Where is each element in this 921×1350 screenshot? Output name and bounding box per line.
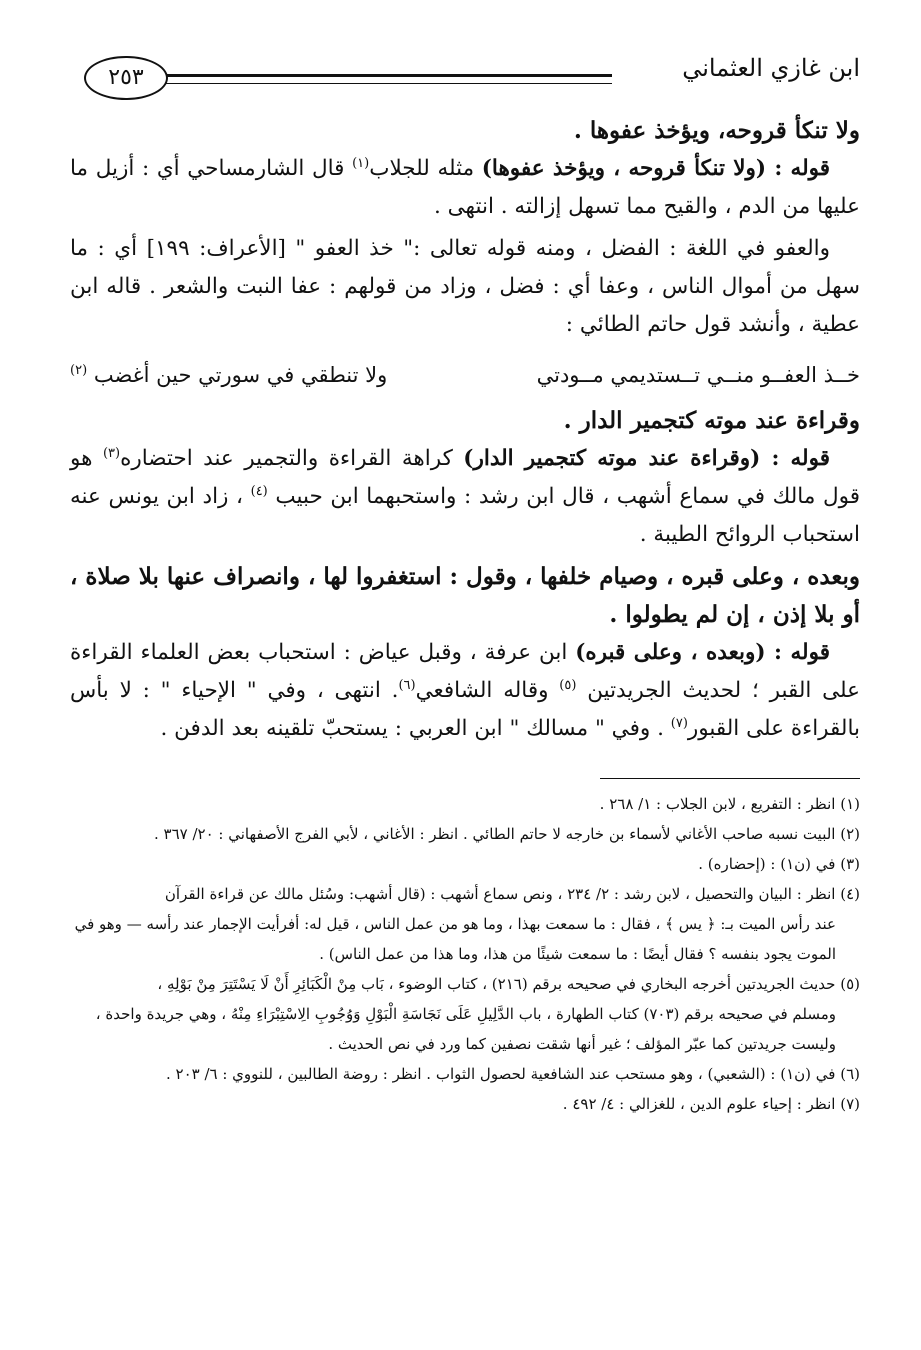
footnote-ref: (٦): [398, 677, 416, 693]
quoted-matn: قوله : (وقراءة عند موته كتجمير الدار): [463, 446, 830, 471]
paragraph-text: ، زاد ابن يونس عنه استحباب الروائح الطيبة .: [70, 484, 860, 547]
page-number: ٢٥٣: [84, 56, 168, 100]
footnote-text: (٧) انظر : إحياء علوم الدين ، للغزالي : ٤/ ٤٩٢ .: [562, 1095, 860, 1113]
footnote-continuation: ومسلم في صحيحه برقم (٧٠٣) كتاب الطهارة ، باب الدَّلِيلِ عَلَى نَجَاسَةِ الْبَوْلِ وَوُجُوبِ الِاسْتِبْرَاءِ مِنْهُ ، وهي جريدة واحدة ، وليست جريدتين كما عبّر المؤلف ؛ غير أنها شقت نصفين كما ورد في نص الحديث .: [95, 1005, 836, 1053]
footnote-ref: (٤): [250, 483, 268, 499]
matn-line-2: وقراءة عند موته كتجمير الدار .: [563, 407, 860, 434]
verse-first-hemistich: خــذ العفــو منــي تــستديمي مــودتي: [536, 363, 860, 387]
footnote-ref: (٧): [670, 715, 688, 731]
footnote-text: (٣) في (ن١) : (إحضاره) .: [698, 855, 860, 873]
footnote-text: (٥) حديث الجريدتين أخرجه البخاري في صحيحه برقم (٢١٦) ، كتاب الوضوء ، بَاب مِنْ الْكَبَائِرِ أَنْ لَا يَسْتَتِرَ مِنْ بَوْلِهِ ،: [157, 975, 860, 993]
quoted-matn: قوله : (ولا تنكأ قروحه ، ويؤخذ عفوها): [481, 156, 831, 181]
footnotes: [70, 789, 860, 1119]
matn-line-1: ولا تنكأ قروحه، ويؤخذ عفوها .: [573, 117, 860, 144]
commentary-paragraph-2: والعفو في اللغة : الفضل ، ومنه قوله تعالى :" خذ العفو " [الأعراف: ١٩٩] أي : ما سهل من أموال الناس ، وعفا أي : فضل ، وزاد من قولهم : عفا النبت والشعر . قاله ابن عطية ، وأنشد قول حاتم الطائي :: [70, 236, 860, 337]
page-header: [70, 52, 860, 112]
book-page: [70, 52, 860, 1119]
footnote-item: [70, 849, 860, 879]
footnote-ref: (٢): [70, 363, 88, 378]
footnote-item: [70, 879, 860, 969]
paragraph-text: هو قول مالك في سماع أشهب ، قال ابن رشد : واستحبهما ابن حبيب: [70, 446, 860, 509]
commentary-paragraph-1: [70, 150, 860, 226]
poetry-verse: [70, 356, 860, 394]
footnote-item: [70, 1089, 860, 1119]
paragraph-text: . انتهى ، وفي " الإحياء " : لا بأس بالقراءة على القبور: [70, 678, 860, 741]
footnote-item: [70, 1059, 860, 1089]
header-rule: [166, 74, 612, 84]
verse-second-hemistich: [70, 356, 449, 394]
footnote-text: (٦) في (ن١) : (الشعبي) ، وهو مستحب عند الشافعية لحصول الثواب . انظر : روضة الطالبين ، للنووي : ٦/ ٢٠٣ .: [165, 1065, 860, 1083]
commentary-paragraph-3: [70, 440, 860, 554]
matn-line-3: وبعده ، وعلى قبره ، وصيام خلفها ، وقول : استغفروا لها ، وانصراف عنها بلا صلاة ، أو بلا إذن ، إن لم يطولوا .: [70, 563, 860, 628]
footnote-text: (٢) البيت نسبه صاحب الأغاني لأسماء بن خارجه لا حاتم الطائي . انظر : الأغاني ، لأبي الفرج الأصفهاني : ٢٠/ ٣٦٧ .: [153, 825, 860, 843]
footnote-ref: (٣): [102, 445, 121, 461]
paragraph-text: وقاله الشافعي: [415, 678, 549, 703]
paragraph-text: مثله للجلاب: [369, 156, 475, 181]
paragraph-text: . وفي " مسالك " ابن العربي : يستحبّ تلقينه بعد الدفن .: [160, 716, 664, 741]
running-title: ابن غازي العثماني: [682, 54, 860, 82]
verse-text: ولا تنطقي في سورتي حين أغضب: [93, 363, 388, 387]
footnote-item: [70, 819, 860, 849]
quoted-matn: قوله : (وبعده ، وعلى قبره): [575, 640, 830, 665]
footnote-ref: (١): [352, 155, 370, 171]
main-text: [70, 112, 860, 748]
footnote-continuation: عند رأس الميت بـ: ﴿ يس ﴾ ، فقال : ما سمعت بهذا ، وما هو من عمل الناس ، قيل له: أفرأيت الإجمار عند رأسه — وهو في الموت يجود بنفسه ؟ فقال أيضًا : ما سمعت شيئًا من هذا، وما هذا من عمل الناس) .: [74, 915, 836, 963]
footnote-separator: [600, 778, 860, 779]
paragraph-text: كراهة القراءة والتجمير عند احتضاره: [120, 446, 453, 471]
footnote-text: (١) انظر : التفريع ، لابن الجلاب : ١/ ٢٦٨ .: [599, 795, 860, 813]
footnote-item: [70, 969, 860, 1059]
footnote-ref: (٥): [559, 677, 577, 693]
commentary-paragraph-4: [70, 634, 860, 748]
footnote-text: (٤) انظر : البيان والتحصيل ، لابن رشد : ٢/ ٢٣٤ ، ونص سماع أشهب : (قال أشهب: وسُئل مالك عن قراءة القرآن: [164, 885, 860, 903]
footnote-item: [70, 789, 860, 819]
paragraph-text: ابن عرفة ، وقبل عياض : استحباب بعض العلماء القراءة على القبر ؛ لحديث الجريدتين: [70, 640, 860, 703]
paragraph-text: قال الشارمساحي أي : أزيل ما عليها من الدم ، والقيح مما تسهل إزالته . انتهى .: [70, 156, 860, 219]
